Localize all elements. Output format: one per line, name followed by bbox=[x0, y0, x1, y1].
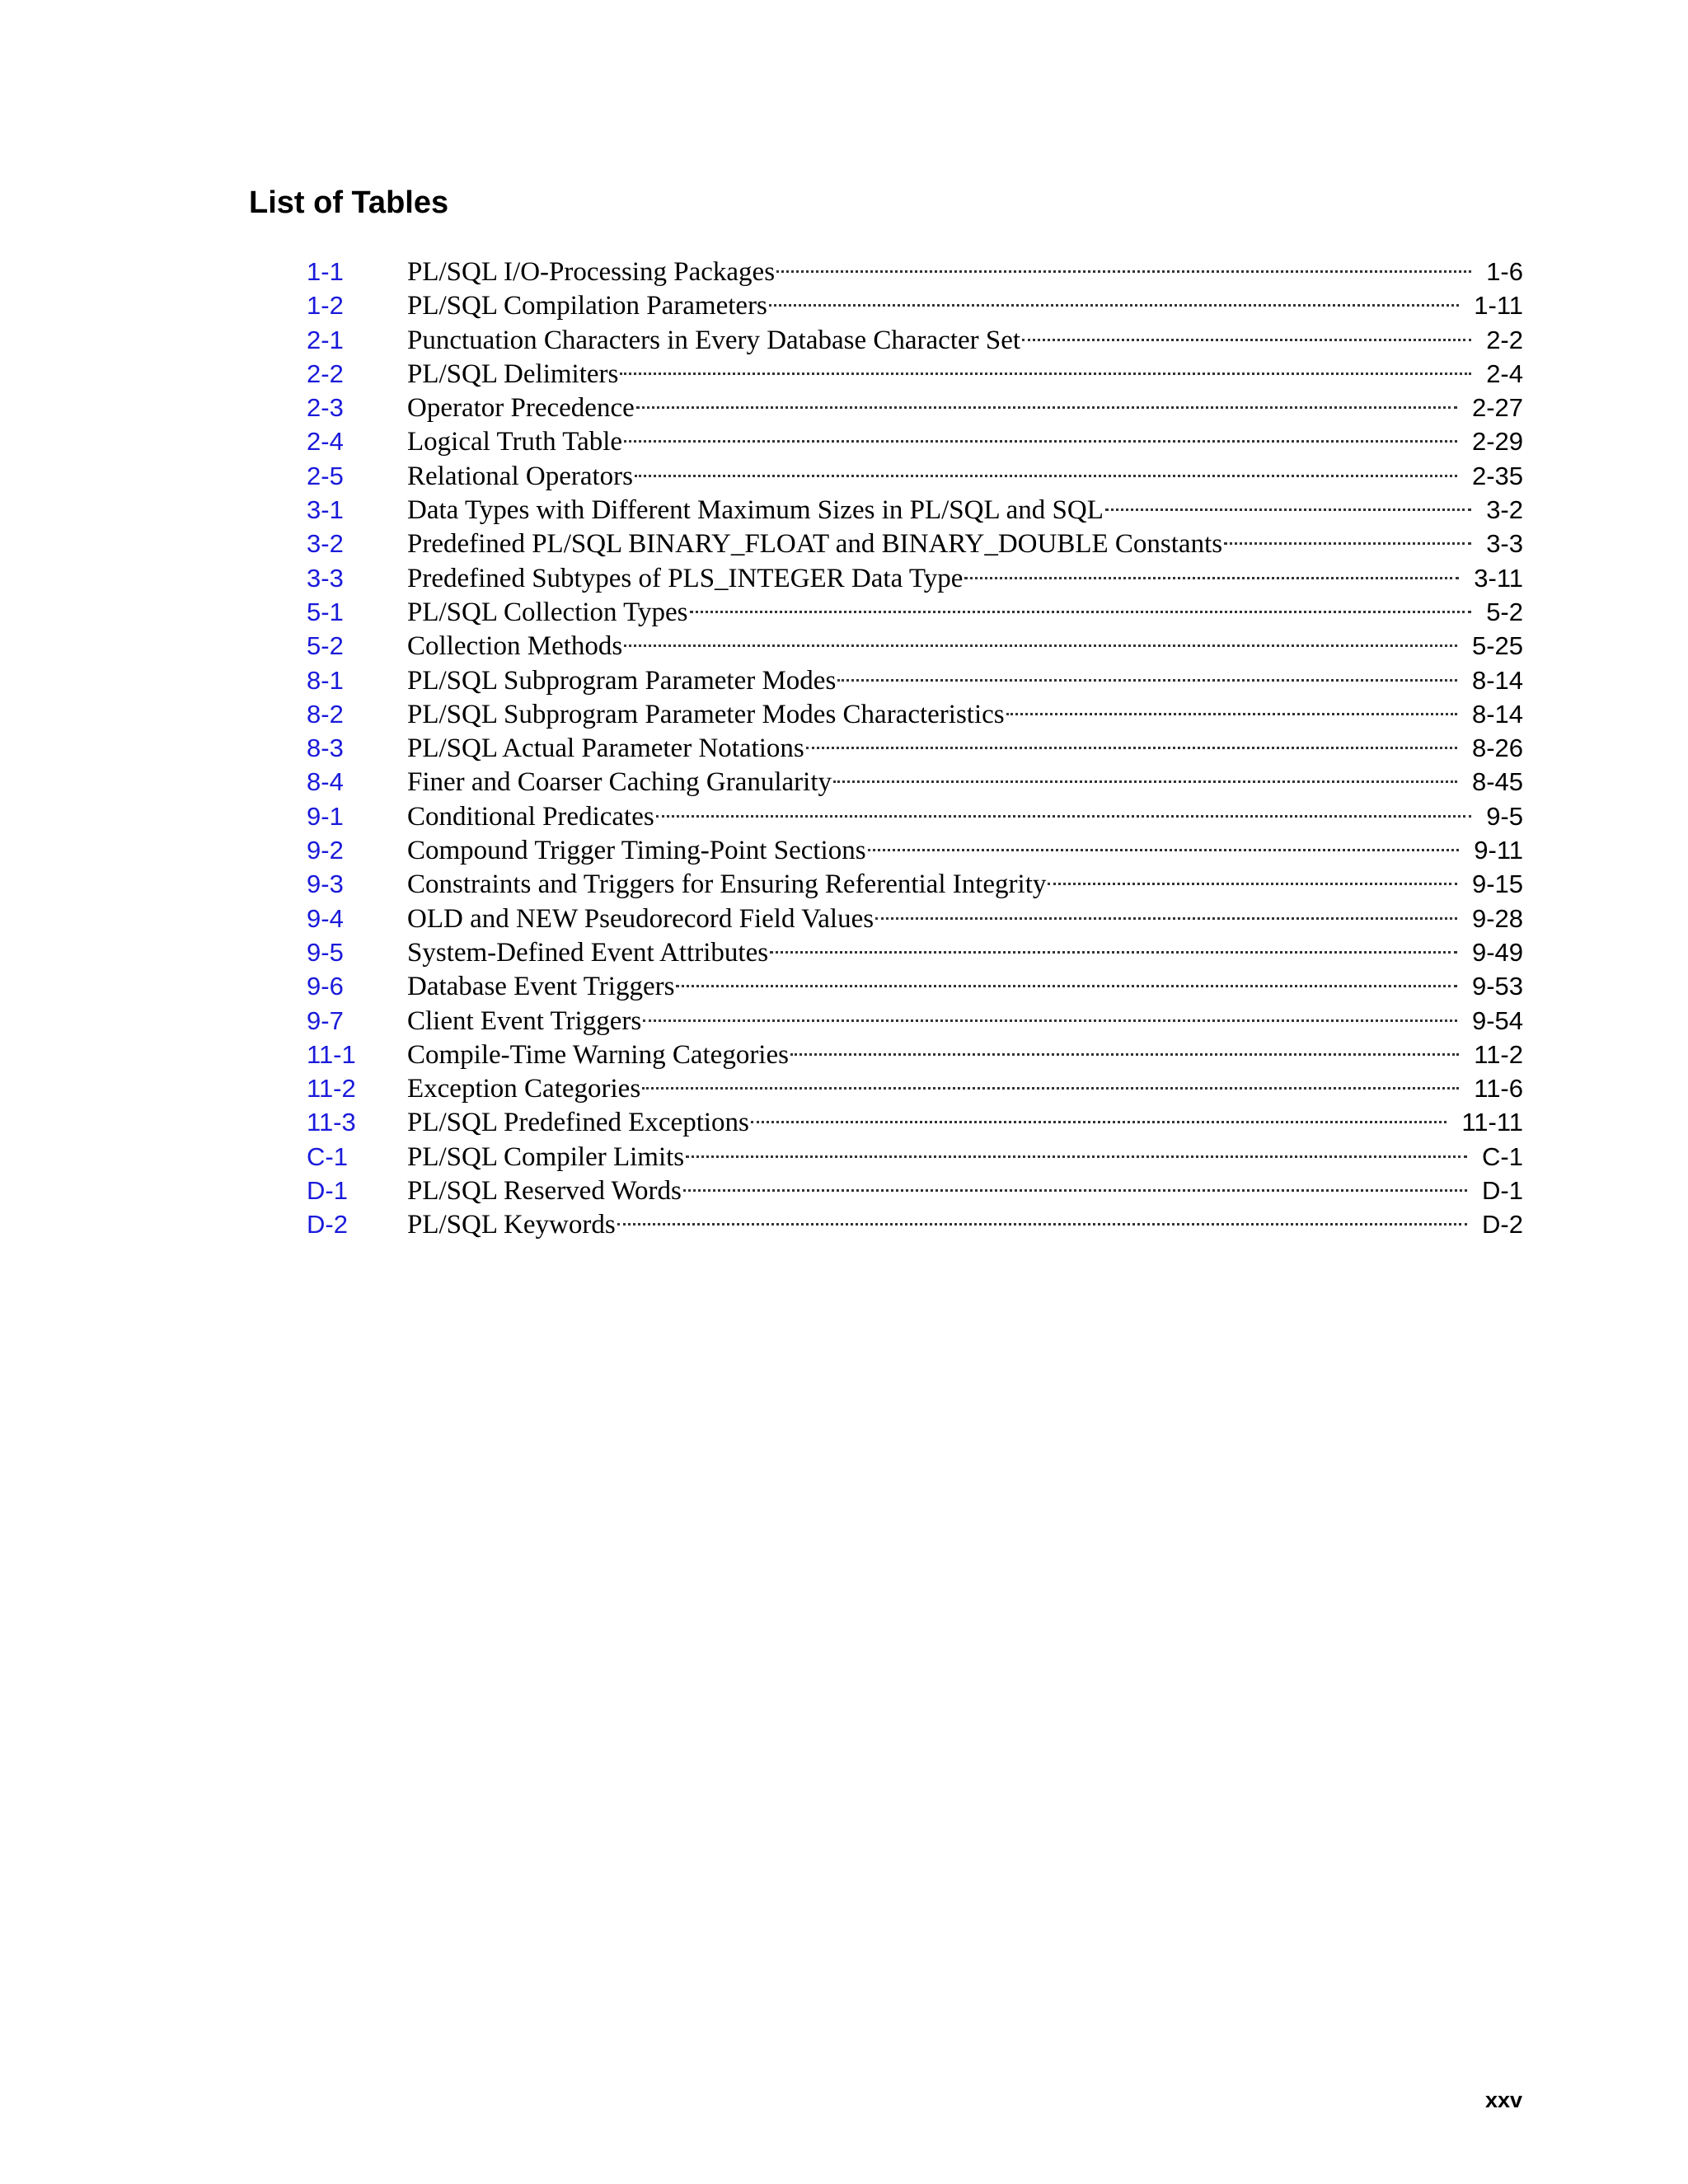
page-number: C-1 bbox=[1482, 1141, 1523, 1171]
table-number-link[interactable]: 3-1 bbox=[307, 495, 344, 525]
dot-leader bbox=[875, 916, 1457, 920]
dot-leader bbox=[1022, 338, 1471, 341]
table-number-link[interactable]: 9-5 bbox=[307, 937, 344, 967]
page-number: 8-14 bbox=[1471, 699, 1523, 729]
table-number-link[interactable]: 11-3 bbox=[307, 1108, 356, 1137]
toc-row bbox=[0, 731, 1688, 765]
page-number: 9-11 bbox=[1474, 836, 1523, 865]
table-number-link[interactable]: 8-3 bbox=[307, 733, 344, 763]
page-number: 9-28 bbox=[1471, 903, 1523, 933]
toc-row bbox=[0, 1105, 1688, 1139]
table-title: PL/SQL Predefined Exceptions bbox=[407, 1108, 749, 1138]
table-number-link[interactable]: 9-7 bbox=[307, 1005, 344, 1035]
toc-entry[interactable] bbox=[407, 765, 1523, 799]
dot-leader bbox=[624, 439, 1457, 443]
table-number-link[interactable]: 3-3 bbox=[307, 563, 344, 593]
toc-entry[interactable] bbox=[407, 391, 1523, 424]
toc-entry[interactable] bbox=[407, 833, 1523, 867]
toc-entry[interactable] bbox=[407, 969, 1523, 1003]
table-title: Conditional Predicates bbox=[407, 801, 654, 832]
table-title: Exception Categories bbox=[407, 1074, 641, 1104]
table-number-link[interactable]: 9-6 bbox=[307, 972, 344, 1001]
page-number: 11-6 bbox=[1474, 1074, 1523, 1104]
toc-row bbox=[0, 1207, 1688, 1241]
table-title: Compile-Time Warning Categories bbox=[407, 1039, 789, 1070]
dot-leader bbox=[1048, 882, 1457, 885]
toc-entry[interactable] bbox=[407, 1071, 1523, 1105]
table-number-link[interactable]: 8-4 bbox=[307, 767, 344, 797]
toc-entry[interactable] bbox=[407, 595, 1523, 629]
table-number-link[interactable]: 9-2 bbox=[307, 836, 344, 865]
toc-row bbox=[0, 969, 1688, 1003]
page-number: D-2 bbox=[1482, 1210, 1523, 1240]
toc-row bbox=[0, 1038, 1688, 1071]
toc-row bbox=[0, 595, 1688, 629]
toc-entry[interactable] bbox=[407, 663, 1523, 697]
dot-leader bbox=[636, 405, 1457, 409]
table-title: Collection Methods bbox=[407, 631, 623, 662]
table-title: Predefined Subtypes of PLS_INTEGER Data Type bbox=[407, 563, 964, 593]
table-title: PL/SQL Delimiters bbox=[407, 359, 619, 389]
toc-row bbox=[0, 663, 1688, 697]
dot-leader bbox=[642, 1086, 1459, 1090]
toc-row bbox=[0, 799, 1688, 833]
page-number: D-1 bbox=[1482, 1176, 1523, 1206]
toc-row bbox=[0, 323, 1688, 357]
table-title: Database Event Triggers bbox=[407, 972, 675, 1002]
toc-row bbox=[0, 1174, 1688, 1207]
toc-row bbox=[0, 561, 1688, 595]
page-number: 8-14 bbox=[1471, 665, 1523, 695]
table-number-link[interactable]: 8-2 bbox=[307, 699, 344, 729]
page-number: 8-26 bbox=[1471, 733, 1523, 763]
table-number-link[interactable]: D-1 bbox=[307, 1176, 348, 1206]
table-title: Relational Operators bbox=[407, 461, 633, 491]
table-title: OLD and NEW Pseudorecord Field Values bbox=[407, 903, 874, 934]
toc-row bbox=[0, 459, 1688, 493]
dot-leader bbox=[656, 814, 1471, 818]
page-folio: xxv bbox=[1484, 2088, 1522, 2112]
page-number: 1-6 bbox=[1486, 257, 1523, 286]
page-number: 2-4 bbox=[1486, 359, 1523, 388]
page-number: 2-29 bbox=[1471, 427, 1523, 457]
table-number-link[interactable]: 2-1 bbox=[307, 325, 344, 354]
table-title: Finer and Coarser Caching Granularity bbox=[407, 767, 832, 798]
page-number: 3-11 bbox=[1474, 563, 1523, 593]
table-number-link[interactable]: C-1 bbox=[307, 1141, 348, 1171]
table-number-link[interactable]: 2-5 bbox=[307, 461, 344, 490]
toc-entry[interactable] bbox=[407, 288, 1523, 322]
toc-row bbox=[0, 1071, 1688, 1105]
toc-entry[interactable] bbox=[407, 459, 1523, 493]
table-title: Logical Truth Table bbox=[407, 427, 623, 457]
page-heading: List of Tables bbox=[249, 185, 449, 220]
dot-leader bbox=[1105, 508, 1471, 511]
table-title: Client Event Triggers bbox=[407, 1005, 642, 1036]
toc-row bbox=[0, 935, 1688, 969]
toc-row bbox=[0, 527, 1688, 560]
dot-leader bbox=[617, 1222, 1467, 1226]
dot-leader bbox=[1006, 712, 1457, 715]
toc-row bbox=[0, 255, 1688, 288]
table-number-link[interactable]: 9-3 bbox=[307, 869, 344, 899]
table-title: Punctuation Characters in Every Database Character Set bbox=[407, 325, 1021, 355]
table-title: PL/SQL Subprogram Parameter Modes Characteristics bbox=[407, 699, 1005, 729]
dot-leader bbox=[770, 950, 1457, 954]
dot-leader bbox=[635, 474, 1457, 477]
table-title: System-Defined Event Attributes bbox=[407, 937, 769, 968]
page-number: 9-54 bbox=[1471, 1005, 1523, 1035]
page-number: 9-15 bbox=[1471, 869, 1523, 899]
table-number-link[interactable]: 5-2 bbox=[307, 631, 344, 661]
table-number-link[interactable]: D-2 bbox=[307, 1210, 348, 1240]
dot-leader bbox=[690, 610, 1472, 613]
toc-entry[interactable] bbox=[407, 867, 1523, 901]
table-number-link[interactable]: 9-4 bbox=[307, 903, 344, 933]
dot-leader bbox=[769, 303, 1459, 307]
toc-entry[interactable] bbox=[407, 629, 1523, 663]
toc-row bbox=[0, 902, 1688, 935]
table-number-link[interactable]: 2-3 bbox=[307, 393, 344, 423]
page-number: 11-2 bbox=[1474, 1039, 1523, 1069]
page-number: 3-2 bbox=[1486, 495, 1523, 525]
list-of-tables bbox=[0, 255, 1688, 1242]
page-number: 1-11 bbox=[1474, 291, 1523, 321]
table-number-link[interactable]: 3-2 bbox=[307, 529, 344, 559]
dot-leader bbox=[1224, 541, 1471, 545]
toc-entry[interactable] bbox=[407, 357, 1523, 391]
dot-leader bbox=[776, 269, 1471, 273]
toc-entry[interactable] bbox=[407, 1105, 1523, 1139]
toc-row bbox=[0, 493, 1688, 527]
toc-entry[interactable] bbox=[407, 561, 1523, 595]
table-number-link[interactable]: 11-1 bbox=[307, 1039, 356, 1069]
toc-entry[interactable] bbox=[407, 493, 1523, 527]
toc-entry[interactable] bbox=[407, 323, 1523, 357]
dot-leader bbox=[790, 1052, 1459, 1056]
toc-row bbox=[0, 391, 1688, 424]
toc-row bbox=[0, 629, 1688, 663]
page-number: 2-2 bbox=[1486, 325, 1523, 354]
toc-row bbox=[0, 867, 1688, 901]
dot-leader bbox=[683, 1188, 1467, 1192]
toc-row bbox=[0, 288, 1688, 322]
dot-leader bbox=[751, 1120, 1447, 1123]
dot-leader bbox=[806, 746, 1457, 749]
table-title: PL/SQL Collection Types bbox=[407, 597, 688, 627]
table-title: PL/SQL Keywords bbox=[407, 1210, 616, 1240]
page-number: 9-53 bbox=[1471, 972, 1523, 1001]
table-title: PL/SQL I/O-Processing Packages bbox=[407, 257, 776, 287]
page-number: 9-5 bbox=[1486, 801, 1523, 831]
dot-leader bbox=[624, 644, 1457, 647]
toc-row bbox=[0, 1140, 1688, 1174]
toc-entry[interactable] bbox=[407, 527, 1523, 560]
dot-leader bbox=[643, 1019, 1457, 1022]
toc-entry[interactable] bbox=[407, 1140, 1523, 1174]
table-title: PL/SQL Subprogram Parameter Modes bbox=[407, 665, 837, 696]
table-number-link[interactable]: 9-1 bbox=[307, 801, 344, 831]
toc-entry[interactable] bbox=[407, 255, 1523, 288]
page-number: 3-3 bbox=[1486, 529, 1523, 559]
page-number: 2-27 bbox=[1471, 393, 1523, 423]
table-number-link[interactable]: 5-1 bbox=[307, 597, 344, 626]
table-title: PL/SQL Compilation Parameters bbox=[407, 291, 767, 321]
toc-entry[interactable] bbox=[407, 1174, 1523, 1207]
dot-leader bbox=[964, 576, 1459, 579]
table-title: Operator Precedence bbox=[407, 393, 635, 424]
toc-entry[interactable] bbox=[407, 697, 1523, 731]
toc-entry[interactable] bbox=[407, 799, 1523, 833]
page-number: 9-49 bbox=[1471, 937, 1523, 967]
table-number-link[interactable]: 1-2 bbox=[307, 291, 344, 321]
toc-row bbox=[0, 1004, 1688, 1038]
page-number: 2-35 bbox=[1471, 461, 1523, 490]
toc-row bbox=[0, 424, 1688, 458]
table-number-link[interactable]: 2-4 bbox=[307, 427, 344, 457]
page-number: 5-2 bbox=[1486, 597, 1523, 626]
dot-leader bbox=[686, 1155, 1467, 1158]
dot-leader bbox=[833, 780, 1457, 783]
table-number-link[interactable]: 2-2 bbox=[307, 359, 344, 388]
dot-leader bbox=[676, 984, 1457, 987]
toc-entry[interactable] bbox=[407, 935, 1523, 969]
table-title: Constraints and Triggers for Ensuring Referential Integrity bbox=[407, 869, 1047, 900]
toc-row bbox=[0, 833, 1688, 867]
toc-entry[interactable] bbox=[407, 902, 1523, 935]
table-number-link[interactable]: 8-1 bbox=[307, 665, 344, 695]
table-title: PL/SQL Compiler Limits bbox=[407, 1141, 685, 1172]
table-title: PL/SQL Actual Parameter Notations bbox=[407, 733, 804, 764]
dot-leader bbox=[868, 848, 1460, 851]
toc-entry[interactable] bbox=[407, 1004, 1523, 1038]
toc-entry[interactable] bbox=[407, 424, 1523, 458]
table-title: PL/SQL Reserved Words bbox=[407, 1176, 682, 1207]
page-number: 8-45 bbox=[1471, 767, 1523, 797]
toc-entry[interactable] bbox=[407, 1207, 1523, 1241]
toc-row bbox=[0, 765, 1688, 799]
table-number-link[interactable]: 11-2 bbox=[307, 1074, 356, 1104]
table-title: Predefined PL/SQL BINARY_FLOAT and BINARY_DOUBLE Constants bbox=[407, 529, 1223, 560]
page-number: 5-25 bbox=[1471, 631, 1523, 661]
toc-row bbox=[0, 357, 1688, 391]
table-title: Data Types with Different Maximum Sizes in PL/SQL and SQL bbox=[407, 495, 1104, 526]
table-number-link[interactable]: 1-1 bbox=[307, 257, 344, 286]
toc-entry[interactable] bbox=[407, 731, 1523, 765]
dot-leader bbox=[620, 372, 1471, 375]
dot-leader bbox=[837, 678, 1457, 682]
table-title: Compound Trigger Timing-Point Sections bbox=[407, 836, 866, 866]
page-number: 11-11 bbox=[1461, 1108, 1523, 1137]
toc-row bbox=[0, 697, 1688, 731]
toc-entry[interactable] bbox=[407, 1038, 1523, 1071]
